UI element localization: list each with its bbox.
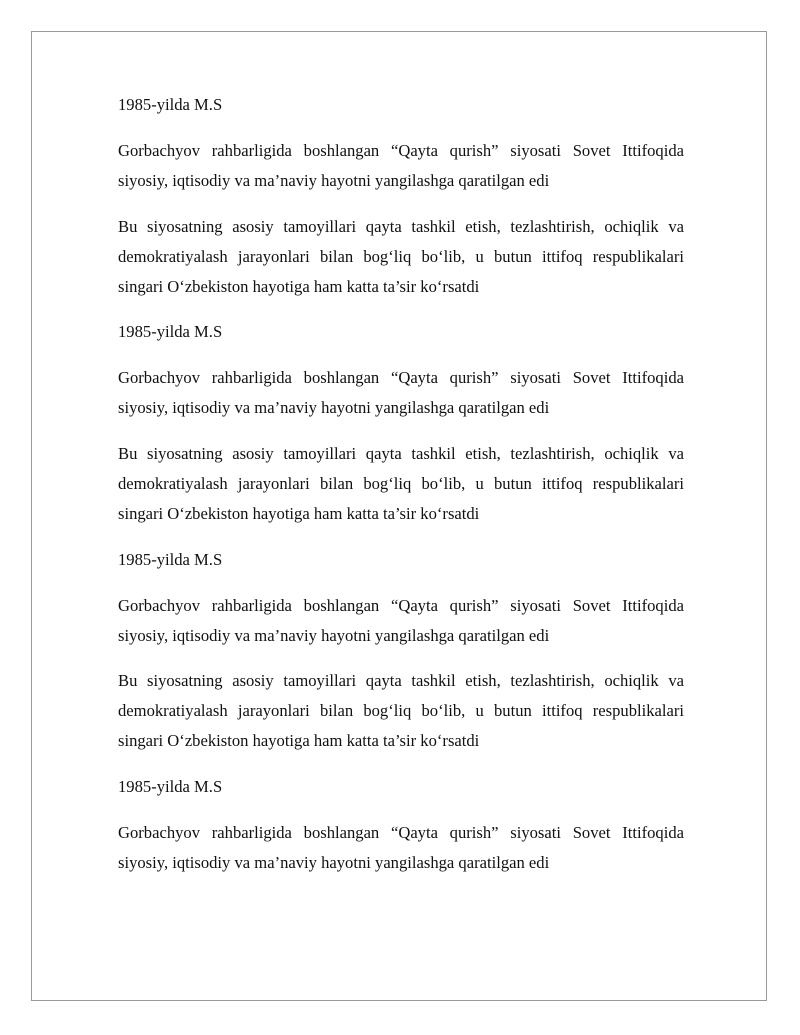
paragraph-date-line: 1985-yilda M.S: [118, 777, 223, 797]
paragraph-date-line: 1985-yilda M.S: [118, 95, 223, 114]
document-body: [118, 90, 684, 894]
paragraph-policy-principles: Bu siyosatning asosiy tamoyillari qayta tashkil etish, tezlashtirish, ochiqlik va demokratiyalash jarayonlari bilan bog‘liq bo‘lib, u butun ittifoq respublikalari singari O‘zbekiston hayotiga ham katta ta’sir ko‘rsatdi: [118, 216, 684, 296]
paragraph-gorbachev-policy: Gorbachyov rahbarligida boshlangan “Qayta qurish” siyosati Sovet Ittifoqida siyosiy, iqtisodiy va ma’naviy hayotni yangilashga qaratilgan edi: [118, 140, 684, 190]
paragraph-policy-principles: Bu siyosatning asosiy tamoyillari qayta tashkil etish, tezlashtirish, ochiqlik va demokratiyalash jarayonlari bilan bog‘liq bo‘lib, u butun ittifoq respublikalari singari O‘zbekiston hayotiga ham katta ta’sir ko‘rsatdi: [118, 671, 684, 751]
paragraph-gorbachev-policy: Gorbachyov rahbarligida boshlangan “Qayta qurish” siyosati Sovet Ittifoqida siyosiy, iqtisodiy va ma’naviy hayotni yangilashga qaratilgan edi: [118, 595, 684, 645]
document-page: [31, 31, 767, 1001]
paragraph-gorbachev-policy: Gorbachyov rahbarligida boshlangan “Qayta qurish” siyosati Sovet Ittifoqida siyosiy, iqtisodiy va ma’naviy hayotni yangilashga qaratilgan edi: [118, 822, 684, 872]
paragraph-date-line: 1985-yilda M.S: [118, 322, 223, 342]
paragraph-policy-principles: Bu siyosatning asosiy tamoyillari qayta tashkil etish, tezlashtirish, ochiqlik va demokratiyalash jarayonlari bilan bog‘liq bo‘lib, u butun ittifoq respublikalari singari O‘zbekiston hayotiga ham katta ta’sir ko‘rsatdi: [118, 443, 684, 523]
paragraph-date-line: 1985-yilda M.S: [118, 549, 223, 569]
paragraph-gorbachev-policy: Gorbachyov rahbarligida boshlangan “Qayta qurish” siyosati Sovet Ittifoqida siyosiy, iqtisodiy va ma’naviy hayotni yangilashga qaratilgan edi: [118, 368, 684, 418]
